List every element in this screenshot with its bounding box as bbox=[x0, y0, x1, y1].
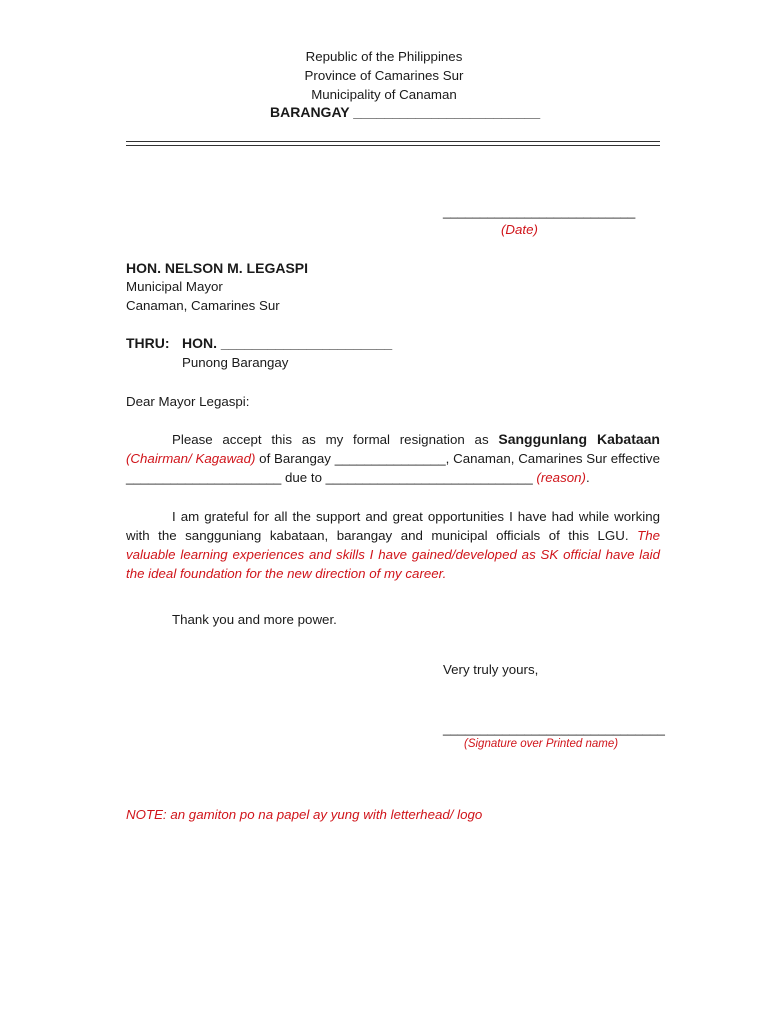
paragraph-gratitude bbox=[126, 507, 660, 583]
header-province: Province of Camarines Sur bbox=[304, 68, 464, 83]
addressee-name: HON. NELSON M. LEGASPI bbox=[126, 260, 309, 276]
p2-text: I am grateful for all the support and great opportunities I have had while working with the sangguniang kabataan, barangay and municipal officials of this LGU. bbox=[126, 509, 660, 543]
p1-position: Sanggunlang Kabataan bbox=[498, 431, 660, 447]
p1-role: (Chairman/ Kagawad) bbox=[126, 451, 256, 466]
letterhead bbox=[0, 47, 768, 104]
header-divider-bottom bbox=[126, 145, 660, 146]
paragraph-resignation bbox=[126, 430, 660, 487]
p1-text: Please accept this as my formal resignation as bbox=[172, 432, 489, 447]
note: NOTE: an gamiton po na papel ay yung with letterhead/ logo bbox=[126, 807, 483, 822]
addressee-title: Municipal Mayor bbox=[126, 279, 223, 294]
p1-end: . bbox=[585, 470, 590, 485]
header-barangay: BARANGAY ________________________ bbox=[270, 104, 541, 120]
signature-label: (Signature over Printed name) bbox=[464, 738, 619, 750]
p1-reason: (reason) bbox=[536, 470, 586, 485]
header-divider-top bbox=[126, 141, 660, 142]
salutation: Dear Mayor Legaspi: bbox=[126, 394, 250, 409]
closing: Very truly yours, bbox=[443, 662, 539, 677]
thru-title: Punong Barangay bbox=[182, 355, 289, 370]
signature-blank: ______________________________ bbox=[443, 721, 665, 736]
p1-details: of Barangay _______________, Canaman, Camarines Sur effective _____________________ due to ____________________________ bbox=[126, 451, 660, 485]
date-blank: __________________________ bbox=[443, 204, 636, 219]
p2-red-text: The valuable learning experiences and skills I have gained/developed as SK official have laid the ideal foundation for the new direction of my career. bbox=[126, 528, 660, 581]
addressee-location: Canaman, Camarines Sur bbox=[126, 298, 280, 313]
thru-label: THRU: bbox=[126, 335, 170, 351]
thru-name: HON. ______________________ bbox=[182, 335, 393, 351]
date-label: (Date) bbox=[501, 222, 538, 237]
thanks-line: Thank you and more power. bbox=[172, 612, 337, 627]
header-municipality: Municipality of Canaman bbox=[311, 87, 457, 102]
header-republic: Republic of the Philippines bbox=[305, 49, 463, 64]
